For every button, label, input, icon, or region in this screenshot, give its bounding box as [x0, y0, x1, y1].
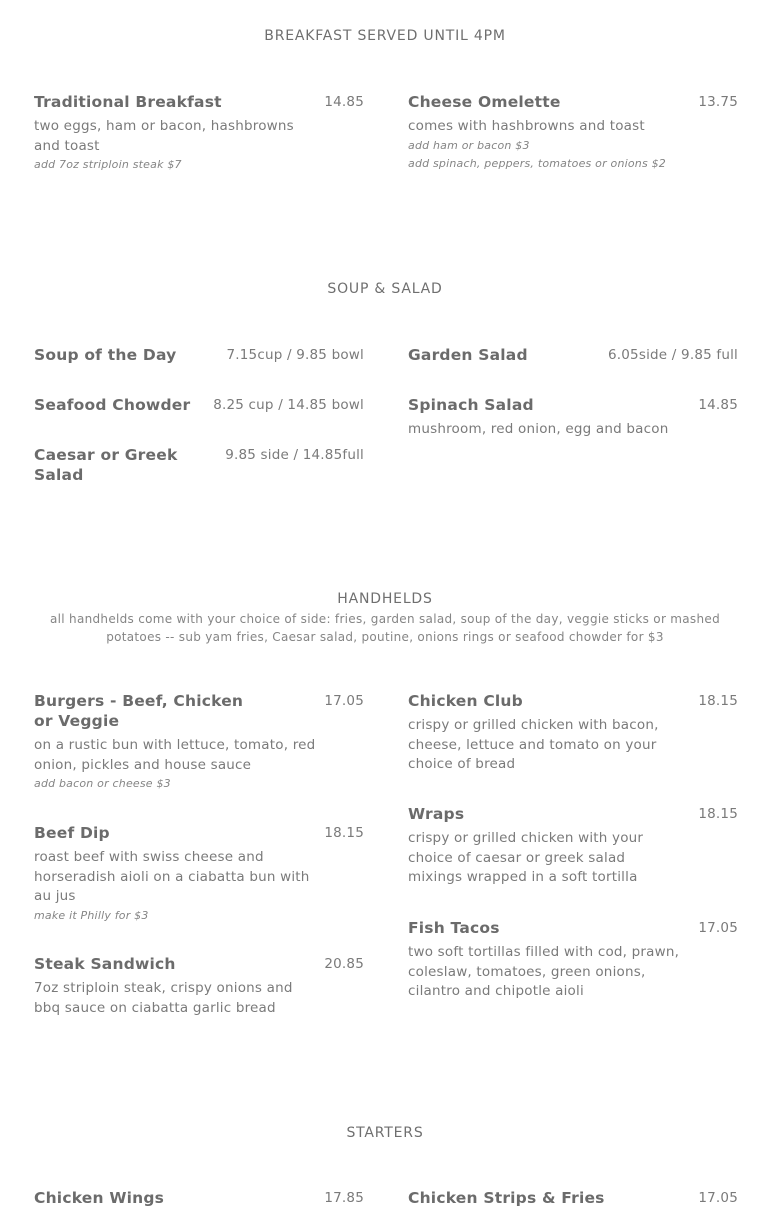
item-price: 18.15 — [698, 693, 738, 709]
section-note: all handhelds come with your choice of side: fries, garden salad, soup of the day, veggie sticks or mashed potatoes -- sub yam fries, Caesar salad, poutine, onions rings or seafood chowder for $3 — [50, 612, 720, 644]
item-price: 8.25 cup / 14.85 bowl — [213, 397, 364, 413]
section-title-handhelds: HANDHELDS — [337, 591, 433, 607]
item-price: 6.05side / 9.85 full — [607, 347, 738, 363]
section-title-soup-salad: SOUP & SALAD — [327, 281, 443, 297]
menu-item — [408, 92, 738, 173]
item-name: Spinach Salad — [408, 396, 534, 414]
item-description: two soft tortillas filled with cod, prawn, coleslaw, tomatoes, green onions, cilantro and chipotle aioli — [408, 944, 680, 999]
item-description: crispy or grilled chicken with your choice of caesar or greek salad mixings wrapped in a soft tortilla — [408, 830, 644, 885]
menu-item — [34, 92, 364, 174]
item-price: 13.75 — [698, 94, 738, 110]
section-title-starters: STARTERS — [346, 1125, 424, 1141]
item-name: Traditional Breakfast — [34, 93, 222, 111]
item-name: Soup of the Day — [34, 346, 177, 364]
menu-item — [34, 954, 364, 1018]
item-price: 17.05 — [324, 693, 364, 709]
item-addon: add spinach, peppers, tomatoes or onions $2 — [408, 156, 666, 170]
item-description: on a rustic bun with lettuce, tomato, red onion, pickles and house sauce — [34, 737, 316, 773]
item-description: roast beef with swiss cheese and horseradish aioli on a ciabatta bun with au jus — [34, 849, 310, 904]
section-title-breakfast: BREAKFAST SERVED UNTIL 4PM — [264, 28, 506, 44]
item-addon: add 7oz striploin steak $7 — [34, 158, 182, 171]
item-price: 18.15 — [698, 806, 738, 822]
menu-item — [408, 918, 738, 1002]
item-name: Burgers - Beef, Chicken or Veggie — [34, 692, 244, 730]
item-description: comes with hashbrowns and toast — [408, 118, 645, 134]
item-description: crispy or grilled chicken with bacon, cheese, lettuce and tomato on your choice of bread — [408, 717, 659, 772]
menu-item — [34, 445, 364, 485]
item-name: Wraps — [408, 805, 465, 823]
item-price: 14.85 — [698, 397, 738, 413]
item-price: 20.85 — [324, 956, 364, 972]
item-name: Chicken Strips & Fries — [408, 1189, 605, 1207]
menu-item — [34, 691, 364, 793]
menu-item — [34, 345, 364, 365]
item-name: Chicken Wings — [34, 1189, 165, 1207]
item-price: 18.15 — [324, 825, 364, 841]
item-price: 7.15cup / 9.85 bowl — [226, 347, 364, 363]
item-name: Fish Tacos — [408, 919, 500, 937]
menu-item — [34, 1188, 364, 1208]
item-name: Cheese Omelette — [408, 93, 561, 111]
item-description: 7oz striploin steak, crispy onions and bbq sauce on ciabatta garlic bread — [34, 980, 293, 1016]
item-description: two eggs, ham or bacon, hashbrowns and toast — [34, 118, 294, 154]
item-name: Steak Sandwich — [34, 955, 176, 973]
item-price: 17.05 — [698, 1190, 738, 1206]
menu-item — [408, 1188, 738, 1208]
menu-item — [408, 804, 738, 888]
item-price: 17.05 — [698, 920, 738, 936]
menu-item — [34, 823, 364, 925]
menu-item — [408, 345, 738, 365]
item-name: Caesar or Greek Salad — [34, 446, 178, 484]
item-name: Seafood Chowder — [34, 396, 191, 414]
menu-item — [408, 691, 738, 775]
item-addon: add ham or bacon $3 — [408, 138, 530, 152]
item-price: 17.85 — [324, 1190, 364, 1206]
item-addon: make it Philly for $3 — [34, 908, 149, 922]
menu-item — [408, 395, 738, 440]
item-price: 9.85 side / 14.85full — [225, 447, 364, 463]
item-name: Garden Salad — [408, 346, 528, 364]
item-name: Chicken Club — [408, 692, 523, 710]
item-name: Beef Dip — [34, 824, 110, 842]
item-addon: add bacon or cheese $3 — [34, 777, 171, 790]
menu-item — [34, 395, 364, 415]
item-price: 14.85 — [324, 94, 364, 110]
item-description: mushroom, red onion, egg and bacon — [408, 421, 669, 437]
